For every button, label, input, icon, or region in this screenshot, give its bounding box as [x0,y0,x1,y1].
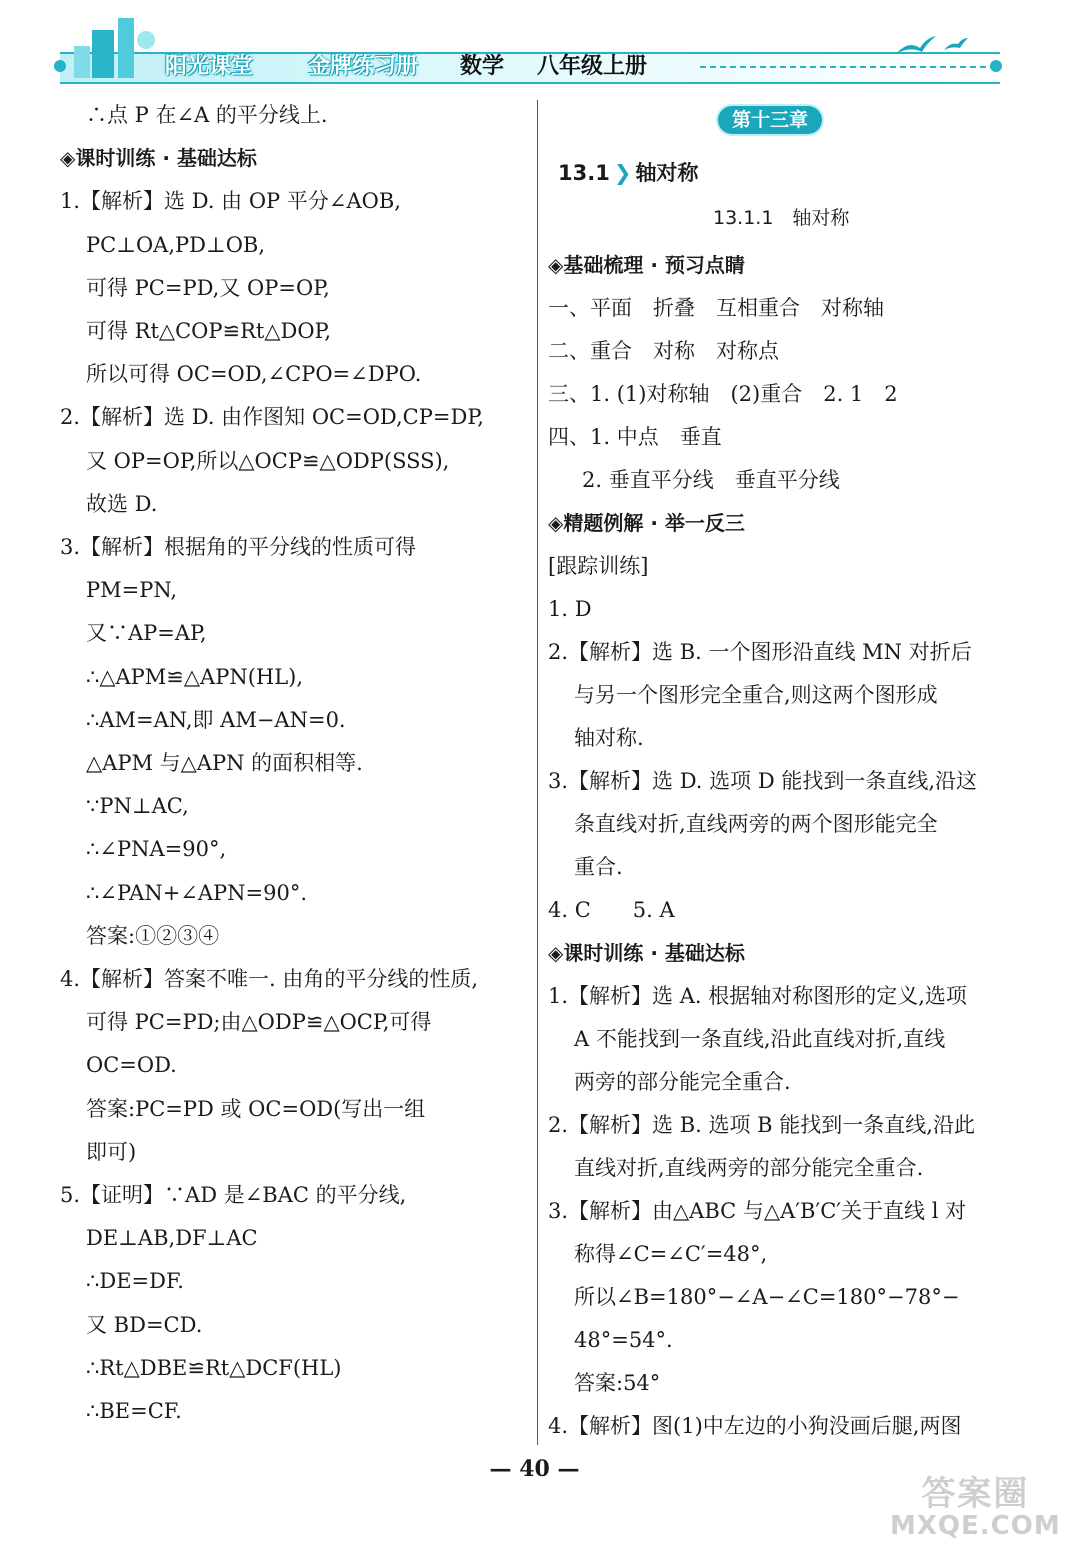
text-line: 4.【解析】答案不唯一. 由角的平分线的性质, [60,967,479,991]
section-heading: ◈课时训练 · 基础达标 [548,941,745,965]
text-line: ∴点 P 在∠A 的平分线上. [86,103,328,127]
text-line: 四、1. 中点 垂直 [548,425,722,449]
text-line: 1.【解析】选 A. 根据轴对称图形的定义,选项 [548,984,967,1008]
text-line: DE⊥AB,DF⊥AC [86,1226,258,1251]
grade-label: 八年级上册 [537,54,648,79]
section-heading [558,158,698,188]
text-line: ∵PN⊥AC, [86,794,189,819]
text-line: 5.【证明】∵AD 是∠BAC 的平分线, [60,1183,407,1207]
section-heading: ◈课时训练 · 基础达标 [60,146,257,171]
text-line: 称得∠C=∠C′=48°, [574,1242,768,1266]
text-line: 3.【解析】由△ABC 与△A′B′C′关于直线 l 对 [548,1199,967,1223]
text-line: 可得 PC=PD,又 OP=OP, [86,275,330,300]
text-line: 1.【解析】选 D. 由 OP 平分∠AOB, [60,189,401,214]
text-line: 答案:54° [574,1371,661,1395]
text-line: 可得 Rt△COP≌Rt△DOP, [86,319,332,343]
text-line: 二、重合 对称 对称点 [548,339,779,363]
text-line: PM=PN, [86,578,178,603]
text-line: 3.【解析】选 D. 选项 D 能找到一条直线,沿这 [548,769,978,793]
series-name: 阳光课堂 [165,54,254,79]
subsection-title: 13.1.1 轴对称 [713,207,850,229]
text-line: 2.【解析】选 B. 一个图形沿直线 MN 对折后 [548,640,972,664]
column-divider [537,100,538,1445]
text-line: 重合. [574,855,623,879]
text-line: 4.【解析】图(1)中左边的小狗没画后腿,两图 [548,1414,962,1438]
text-line: 2.【解析】选 B. 选项 B 能找到一条直线,沿此 [548,1113,975,1137]
section-title: 轴对称 [635,161,699,185]
text-line: 一、平面 折叠 互相重合 对称轴 [548,296,884,320]
text-line: 直线对折,直线两旁的部分能完全重合. [574,1156,924,1180]
text-line: 两旁的部分能完全重合. [574,1070,791,1094]
text-line: 即可) [86,1139,137,1164]
text-line: 答案:PC=PD 或 OC=OD(写出一组 [86,1096,426,1121]
text-line: 3.【解析】根据角的平分线的性质可得 [60,535,417,559]
page-number: — 40 — [489,1456,580,1482]
book-name: 金牌练习册 [308,54,419,79]
text-line: 三、1. (1)对称轴 (2)重合 2. 1 2 [548,382,898,406]
text-line: ∴∠PNA=90°, [86,837,227,862]
text-line: PC⊥OA,PD⊥OB, [86,232,266,257]
header-dot-right [990,60,1002,72]
text-line: ∴DE=DF. [86,1269,184,1294]
text-line: 所以可得 OC=OD,∠CPO=∠DPO. [86,362,422,387]
text-line: 1. D [548,597,592,621]
chapter-badge: 第十三章 [718,106,822,134]
text-line: 48°=54°. [574,1328,673,1352]
section-heading: ◈精题例解 · 举一反三 [548,511,745,535]
text-line: 故选 D. [86,491,158,516]
text-line: OC=OD. [86,1053,177,1078]
page-header [0,0,1069,95]
chevron-right-icon: ❯ [613,161,632,185]
text-line: 2.【解析】选 D. 由作图知 OC=OD,CP=DP, [60,405,484,430]
text-line: 又 OP=OP,所以△OCP≌△ODP(SSS), [86,448,450,473]
section-number: 13.1 [558,161,610,185]
text-line: 又∵AP=AP, [86,621,207,646]
watermark-url: MXQE.COM [890,1511,1061,1541]
text-line: 2. 垂直平分线 垂直平分线 [582,468,840,492]
text-line: ∴∠PAN+∠APN=90°. [86,880,308,905]
subject-label: 数学 [460,54,505,79]
section-heading: ◈基础梳理 · 预习点睛 [548,253,745,277]
birds-icon [892,30,972,66]
text-line: 可得 PC=PD;由△ODP≌△OCP,可得 [86,1010,432,1035]
watermark [890,1466,1061,1541]
text-line: 所以∠B=180°−∠A−∠C=180°−78°− [574,1285,960,1309]
building-logo-icon [62,10,162,80]
text-line: A 不能找到一条直线,沿此直线对折,直线 [574,1027,946,1051]
text-line: 4. C 5. A [548,898,675,922]
text-line: ∴△APM≌△APN(HL), [86,664,304,689]
text-line: ∴BE=CF. [86,1399,182,1423]
text-line: 答案:①②③④ [86,923,220,948]
watermark-logo: 答案圈 [921,1474,1030,1514]
header-dashed-rule [700,66,996,68]
text-line: [跟踪训练] [548,554,649,578]
text-line: 轴对称. [574,726,644,750]
text-line: △APM 与△APN 的面积相等. [86,751,363,775]
text-line: ∴AM=AN,即 AM−AN=0. [86,707,346,732]
text-line: 与另一个图形完全重合,则这两个图形成 [574,683,938,707]
text-line: 条直线对折,直线两旁的两个图形能完全 [574,812,938,836]
text-line: 又 BD=CD. [86,1312,203,1337]
text-line: ∴Rt△DBE≌Rt△DCF(HL) [86,1355,342,1380]
